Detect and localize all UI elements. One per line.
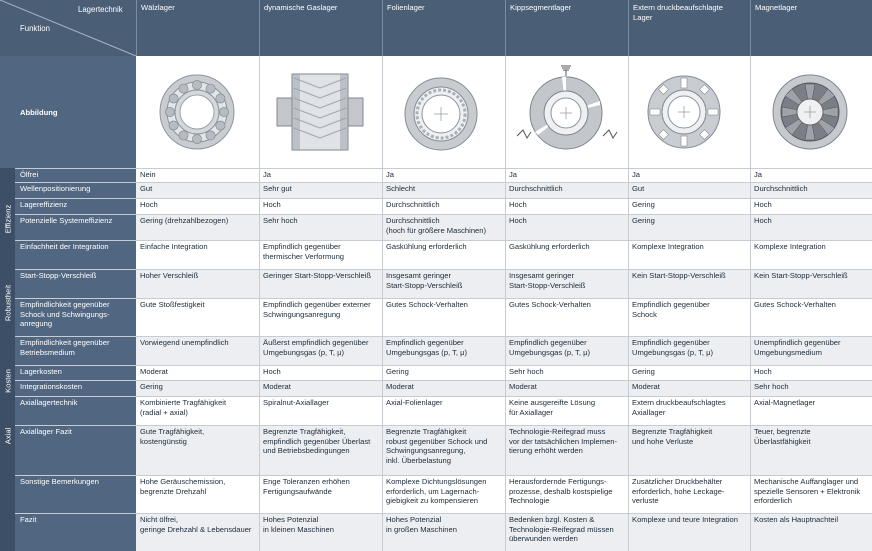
table-cell: Enge Toleranzen erhöhen Fertigungsaufwände: [259, 475, 382, 513]
table-cell: Durchschnittlich (hoch für größere Maschinen): [382, 214, 505, 240]
row-label: Axiallagertechnik: [15, 396, 136, 425]
table-cell: Gering: [136, 380, 259, 396]
table-cell: Hoch: [750, 365, 872, 380]
column-divider: [382, 56, 383, 551]
table-cell: Extern druckbeaufschlagtes Axiallager: [628, 396, 750, 425]
abbildung-label-text: Abbildung: [20, 108, 58, 117]
table-cell: Durchschnittlich: [382, 198, 505, 214]
row-divider: [15, 269, 872, 270]
magnetic-bearing-icon: [750, 56, 872, 168]
table-cell: Schlecht: [382, 182, 505, 198]
row-label: Start-Stopp-Verschleiß: [15, 269, 136, 298]
column-header-rolling: Wälzlager: [136, 0, 259, 56]
column-header-gas: dynamische Gaslager: [259, 0, 382, 56]
table-cell: Hoch: [259, 198, 382, 214]
row-label: Empfindlichkeit gegenüber Schock und Schwingungs- anregung: [15, 298, 136, 336]
table-cell: Moderat: [628, 380, 750, 396]
group-label-effizienz: Effizienz: [3, 204, 12, 234]
table-cell: Gut: [628, 182, 750, 198]
image-cell-magnetic: [750, 56, 872, 168]
column-divider: [259, 56, 260, 551]
row-divider: [15, 513, 872, 514]
table-cell: Empfindlich gegenüber Umgebungsgas (p, T, μ): [628, 336, 750, 365]
table-cell: Gering: [382, 365, 505, 380]
table-cell: Moderat: [382, 380, 505, 396]
row-label: Lagereffizienz: [15, 198, 136, 214]
row-divider: [15, 396, 872, 397]
column-divider: [505, 56, 506, 551]
column-divider: [628, 56, 629, 551]
row-label: Einfachheit der Integration: [15, 240, 136, 269]
table-cell: Insgesamt geringer Start-Stopp-Verschleiß: [505, 269, 628, 298]
header-column-divider: [382, 0, 383, 56]
table-cell: Begrenzte Tragfähigkeit robust gegenüber Schock und Schwingungsanregung, inkl. Überbelastung: [382, 425, 505, 475]
row-label: Sonstige Bemerkungen: [15, 475, 136, 513]
table-cell: Ja: [750, 168, 872, 182]
row-divider: [15, 336, 872, 337]
table-cell: Hohes Potenzial in kleinen Maschinen: [259, 513, 382, 551]
row-label: Axiallager Fazit: [15, 425, 136, 475]
table-cell: Zusätzlicher Druckbehälter erforderlich, hohe Leckage- verluste: [628, 475, 750, 513]
table-cell: Kein Start-Stopp-Verschleiß: [750, 269, 872, 298]
table-cell: Komplexe und teure Integration: [628, 513, 750, 551]
header-column-divider: [136, 0, 137, 56]
group-band-top: [0, 168, 15, 198]
row-label: Wellenpositionierung: [15, 182, 136, 198]
table-cell: Gut: [136, 182, 259, 198]
group-band-bottom: [0, 475, 15, 551]
row-label-abbildung: [0, 56, 136, 168]
table-cell: Gering: [628, 198, 750, 214]
table-cell: Geringer Start-Stopp-Verschleiß: [259, 269, 382, 298]
table-cell: Herausfordernde Fertigungs- prozesse, deshalb kostspielige Technologie: [505, 475, 628, 513]
table-cell: Teuer, begrenzte Überlastfähigkeit: [750, 425, 872, 475]
table-cell: Hoch: [505, 214, 628, 240]
table-cell: Hohes Potenzial in großen Maschinen: [382, 513, 505, 551]
table-cell: Sehr hoch: [750, 380, 872, 396]
row-label: Integrationskosten: [15, 380, 136, 396]
row-label: Empfindlichkeit gegenüber Betriebsmedium: [15, 336, 136, 365]
table-cell: Empfindlich gegenüber externer Schwingungsanregung: [259, 298, 382, 336]
table-cell: Technologie-Reifegrad muss vor der tatsächlichen Implemen- tierung erhöht werden: [505, 425, 628, 475]
group-band-axial: [0, 396, 15, 475]
table-cell: Hoch: [750, 214, 872, 240]
image-cell-gas: [259, 56, 382, 168]
column-header-tilting-pad: Kippsegmentlager: [505, 0, 628, 56]
table-cell: Gaskühlung erforderlich: [382, 240, 505, 269]
column-header-magnetic: Magnetlager: [750, 0, 872, 56]
table-cell: Gutes Schock-Verhalten: [382, 298, 505, 336]
table-cell: Sehr gut: [259, 182, 382, 198]
image-cell-external-pressure: [628, 56, 750, 168]
table-cell: Hoch: [259, 365, 382, 380]
header-column-divider: [259, 0, 260, 56]
table-cell: Bedenken bzgl. Kosten & Technologie-Reifegrad müssen überwunden werden: [505, 513, 628, 551]
row-divider: [15, 168, 872, 169]
group-label-kosten: Kosten: [3, 368, 12, 393]
table-cell: Empfindlich gegenüber Umgebungsgas (p, T, μ): [505, 336, 628, 365]
table-cell: Komplexe Dichtungslösungen erforderlich, um Lagernach- giebigkeit zu kompensieren: [382, 475, 505, 513]
table-cell: Kein Start-Stopp-Verschleiß: [628, 269, 750, 298]
table-cell: Empfindlich gegenüber Umgebungsgas (p, T, μ): [382, 336, 505, 365]
table-cell: Ja: [259, 168, 382, 182]
table-cell: Spiralnut-Axiallager: [259, 396, 382, 425]
row-divider: [15, 214, 872, 215]
column-divider: [750, 56, 751, 551]
table-cell: Nicht ölfrei, geringe Drehzahl & Lebensdauer: [136, 513, 259, 551]
table-cell: Hoch: [505, 198, 628, 214]
table-cell: Durchschnittlich: [505, 182, 628, 198]
table-cell: Komplexe Integration: [750, 240, 872, 269]
group-band-effizienz: [0, 198, 15, 240]
table-cell: Moderat: [505, 380, 628, 396]
row-divider: [15, 380, 872, 381]
table-cell: Kosten als Hauptnachteil: [750, 513, 872, 551]
header-column-divider: [750, 0, 751, 56]
table-cell: Gute Stoßfestigkeit: [136, 298, 259, 336]
table-cell: Hoher Verschleiß: [136, 269, 259, 298]
table-cell: Gutes Schock-Verhalten: [505, 298, 628, 336]
header-column-divider: [505, 0, 506, 56]
group-label-robustheit: Robustheit: [3, 284, 12, 321]
row-divider: [15, 425, 872, 426]
table-cell: Sehr hoch: [259, 214, 382, 240]
table-cell: Gering: [628, 214, 750, 240]
table-cell: Sehr hoch: [505, 365, 628, 380]
table-cell: Ja: [505, 168, 628, 182]
table-cell: Insgesamt geringer Start-Stopp-Verschleiß: [382, 269, 505, 298]
table-cell: Äußerst empfindlich gegenüber Umgebungsgas (p, T, μ): [259, 336, 382, 365]
herringbone-gas-bearing-icon: [259, 56, 382, 168]
row-divider: [15, 182, 872, 183]
table-cell: Hoch: [750, 198, 872, 214]
table-cell: Ja: [628, 168, 750, 182]
row-divider: [15, 475, 872, 476]
table-cell: Nein: [136, 168, 259, 182]
row-label: Fazit: [15, 513, 136, 551]
header-corner-top-label: Lagertechnik: [78, 5, 123, 14]
header-corner-bottom-label: Funktion: [20, 24, 50, 33]
table-cell: Ja: [382, 168, 505, 182]
header-column-divider: [628, 0, 629, 56]
table-cell: Durchschnittlich: [750, 182, 872, 198]
row-divider: [15, 240, 872, 241]
group-band-kosten: [0, 365, 15, 396]
table-cell: Axial-Folienlager: [382, 396, 505, 425]
rolling-bearing-icon: [136, 56, 259, 168]
table-cell: Moderat: [136, 365, 259, 380]
row-label: Lagerkosten: [15, 365, 136, 380]
table-cell: Empfindlich gegenüber thermischer Verformung: [259, 240, 382, 269]
column-header-external-pressure: Extern druckbeaufschlagte Lager: [628, 0, 750, 56]
table-cell: Begrenzte Tragfähigkeit und hohe Verluste: [628, 425, 750, 475]
table-cell: Empfindlich gegenüber Schock: [628, 298, 750, 336]
table-cell: Einfache Integration: [136, 240, 259, 269]
foil-bearing-icon: [382, 56, 505, 168]
row-label: Potenzielle Systemeffizienz: [15, 214, 136, 240]
table-cell: Kombinierte Tragfähigkeit (radial + axial): [136, 396, 259, 425]
table-cell: Mechanische Auffanglager und spezielle Sensoren + Elektronik erforderlich: [750, 475, 872, 513]
image-cell-tilting-pad: [505, 56, 628, 168]
row-label: Ölfrei: [15, 168, 136, 182]
table-cell: Moderat: [259, 380, 382, 396]
row-divider: [15, 365, 872, 366]
table-cell: Gering: [628, 365, 750, 380]
group-band-robustheit: [0, 240, 15, 365]
externally-pressurized-bearing-icon: [628, 56, 750, 168]
table-cell: Keine ausgereifte Lösung für Axiallager: [505, 396, 628, 425]
group-label-axial: Axial: [3, 427, 12, 444]
table-cell: Begrenzte Tragfähigkeit, empfindlich gegenüber Überlast und Betriebsbedingungen: [259, 425, 382, 475]
table-cell: Gute Tragfähigkeit, kostengünstig: [136, 425, 259, 475]
image-cell-foil: [382, 56, 505, 168]
table-cell: Axial-Magnetlager: [750, 396, 872, 425]
table-cell: Gaskühlung erforderlich: [505, 240, 628, 269]
table-cell: Hoch: [136, 198, 259, 214]
table-cell: Gering (drehzahlbezogen): [136, 214, 259, 240]
table-cell: Hohe Geräuschemission, begrenzte Drehzahl: [136, 475, 259, 513]
row-divider: [15, 298, 872, 299]
image-cell-rolling: [136, 56, 259, 168]
column-header-foil: Folienlager: [382, 0, 505, 56]
table-cell: Gutes Schock-Verhalten: [750, 298, 872, 336]
row-divider: [15, 198, 872, 199]
table-cell: Vorwiegend unempfindlich: [136, 336, 259, 365]
table-cell: Unempfindlich gegenüber Umgebungsmedium: [750, 336, 872, 365]
tilting-pad-bearing-icon: [505, 56, 628, 168]
table-cell: Komplexe Integration: [628, 240, 750, 269]
